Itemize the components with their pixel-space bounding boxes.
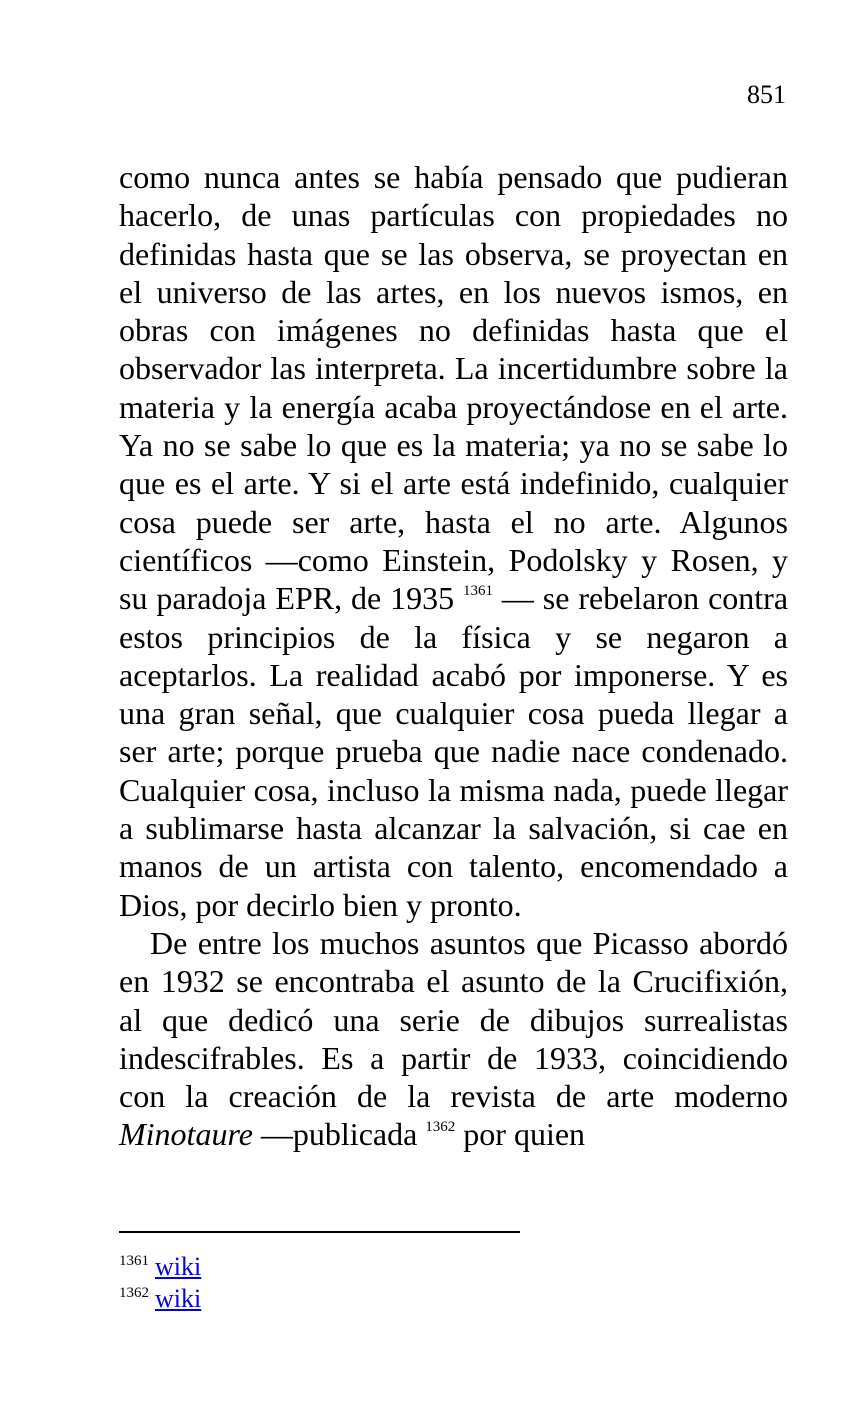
paragraph-2 bbox=[119, 924, 788, 1154]
paragraph-1 bbox=[119, 158, 788, 924]
footnote-divider bbox=[119, 1231, 520, 1233]
page-number: 851 bbox=[747, 80, 786, 109]
paragraph-1-text-b: — se rebelaron contra estos principios de la física y se negaron a aceptarlos. La realidad acabó por imponerse. Y es una gran señal, que cualquier cosa pueda llegar a ser arte; porque prueba que nadie nace condenado. Cualquier cosa, incluso la misma nada, puede llegar a sublimarse hasta alcanzar la salvación, si cae en manos de un artista con talento, encomendado a Dios, por decirlo bien y pronto. bbox=[119, 580, 789, 923]
footnote-item-1361 bbox=[119, 1251, 201, 1283]
footnote-ref-1362[interactable]: 1362 bbox=[425, 1119, 456, 1136]
footnote-number: 1361 bbox=[119, 1253, 149, 1269]
footnote-link-1361[interactable]: wiki bbox=[155, 1252, 202, 1281]
footnote-number: 1362 bbox=[119, 1285, 149, 1301]
footnote-item-1362 bbox=[119, 1283, 201, 1315]
paragraph-2-text-b: —publicada bbox=[260, 1116, 418, 1153]
paragraph-2-text-c: por quien bbox=[463, 1116, 586, 1153]
paragraph-1-text-a: como nunca antes se había pensado que pudieran hacerlo, de unas partículas con propiedades no definidas hasta que se las observa, se proyectan en el universo de las artes, en los nuevos ismos, en obras con imágenes no definidas hasta que el observador las interpreta. La incertidumbre sobre la materia y la energía acaba proyectándose en el arte. Ya no se sabe lo que es la materia; ya no se sabe lo que es el arte. Y si el arte está indefinido, cualquier cosa puede ser arte, hasta el no arte. Algunos científicos —como Einstein, Podolsky y Rosen, y su paradoja EPR, de 1935 bbox=[119, 159, 788, 617]
magazine-title: Minotaure bbox=[119, 1116, 253, 1153]
footnote-ref-1361[interactable]: 1361 bbox=[463, 583, 493, 600]
footnotes bbox=[119, 1251, 201, 1315]
body-text bbox=[119, 158, 788, 1154]
footnote-link-1362[interactable]: wiki bbox=[155, 1284, 202, 1313]
paragraph-2-text-a: De entre los muchos asuntos que Picasso abordó en 1932 se encontraba el asunto de la Crucifixión, al que dedicó una serie de dibujos surrealistas indescifrables. Es a partir de 1933, coincidiendo con la creación de la revista de arte moderno bbox=[119, 924, 788, 1115]
